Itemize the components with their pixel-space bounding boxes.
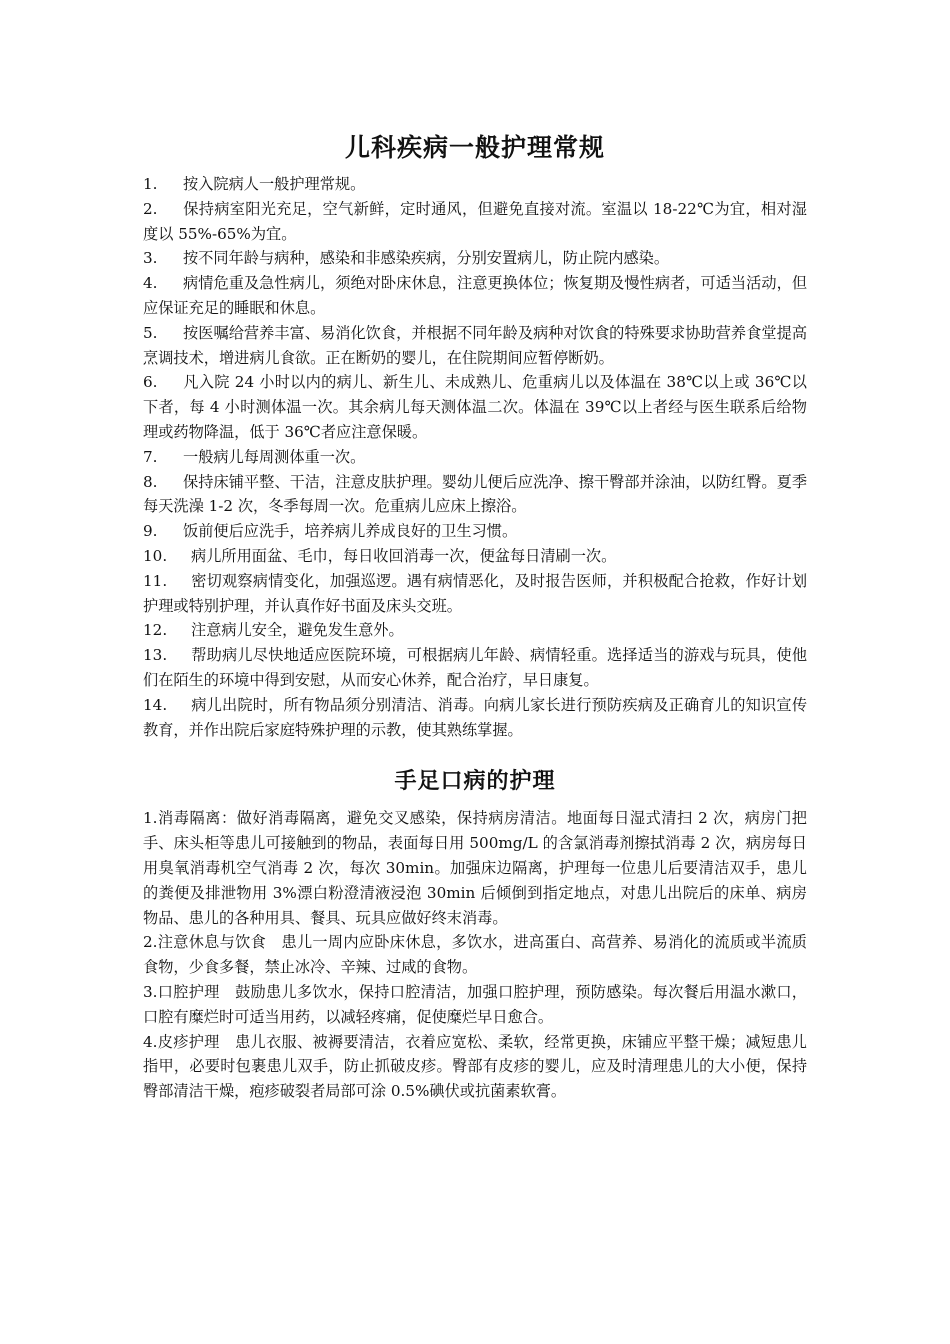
item-number: 9. bbox=[143, 522, 158, 541]
item-text: 注意病儿安全，避免发生意外。 bbox=[191, 621, 404, 640]
item-number: 13. bbox=[143, 646, 168, 665]
item-text: 病情危重及急性病儿，须绝对卧床休息，注意更换体位；恢复期及慢性病者，可适当活动，但应保证充足的睡眠和休息。 bbox=[143, 274, 807, 317]
item-text: 按医嘱给营养丰富、易消化饮食，并根据不同年龄及病种对饮食的特殊要求协助营养食堂提高烹调技术，增进病儿食欲。正在断奶的婴儿，在住院期间应暂停断奶。 bbox=[143, 323, 807, 367]
list-item bbox=[143, 519, 807, 544]
item-text: 按入院病人一般护理常规。 bbox=[183, 175, 366, 193]
item-number: 4. bbox=[143, 274, 158, 293]
list-item bbox=[143, 569, 807, 619]
item-text: 凡入院 24 小时以内的病儿、新生儿、未成熟儿、危重病儿以及体温在 38℃以上或 36℃以下者，每 4 小时测体温一次。其余病儿每天测体温二次。体温在 39℃以上者经与医生联系后给物理或药物降温，低于 36℃者应注意保暖。 bbox=[143, 373, 807, 441]
item-text: 帮助病儿尽快地适应医院环境，可根据病儿年龄、病情轻重。选择适当的游戏与玩具，使他们在陌生的环境中得到安慰，从而安心休养，配合治疗，早日康复。 bbox=[143, 646, 807, 689]
item-number: 14. bbox=[143, 695, 168, 714]
item-number: 6. bbox=[143, 373, 158, 392]
list-item: 3.口腔护理 鼓励患儿多饮水，保持口腔清洁，加强口腔护理，预防感染。每次餐后用温水漱口，口腔有糜烂时可适当用药，以减轻疼痛，促使糜烂早日愈合。 bbox=[143, 982, 807, 1026]
item-number: 11. bbox=[143, 571, 168, 590]
item-number: 5. bbox=[143, 323, 158, 342]
item-number: 10. bbox=[143, 546, 168, 565]
hfmd-care-list bbox=[143, 806, 807, 1104]
list-item bbox=[143, 618, 807, 643]
list-item bbox=[143, 172, 807, 197]
list-item bbox=[143, 370, 807, 444]
item-text: 一般病儿每周测体重一次。 bbox=[183, 447, 366, 466]
item-text: 保持病室阳光充足，空气新鲜，定时通风，但避免直接对流。室温以 18-22℃为宜，相对湿度以 55%-65%为宜。 bbox=[143, 199, 807, 243]
item-number: 8. bbox=[143, 472, 158, 491]
list-item bbox=[143, 470, 807, 520]
section-title-pediatric-care: 儿科疾病一般护理常规 bbox=[344, 133, 605, 162]
document-page bbox=[143, 128, 807, 1104]
item-text: 病儿所用面盆、毛巾，每日收回消毒一次，便盆每日清刷一次。 bbox=[191, 546, 617, 565]
pediatric-care-list bbox=[143, 172, 807, 742]
item-text: 密切观察病情变化，加强巡逻。遇有病情恶化，及时报告医师，并积极配合抢救，作好计划护理或特别护理，并认真作好书面及床头交班。 bbox=[143, 571, 807, 615]
list-item bbox=[143, 246, 807, 271]
list-item bbox=[143, 271, 807, 321]
item-text: 按不同年龄与病种，感染和非感染疾病，分别安置病儿，防止院内感染。 bbox=[183, 249, 669, 268]
item-text: 饭前便后应洗手，培养病儿养成良好的卫生习惯。 bbox=[183, 522, 518, 541]
item-number: 7. bbox=[143, 447, 158, 466]
item-number: 2. bbox=[143, 199, 158, 218]
list-item: 2.注意休息与饮食 患儿一周内应卧床休息，多饮水，进高蛋白、高营养、易消化的流质或半流质食物，少食多餐，禁止冰冷、辛辣、过咸的食物。 bbox=[143, 933, 807, 977]
list-item bbox=[143, 321, 807, 371]
section-title-hfmd-care: 手足口病的护理 bbox=[394, 769, 556, 795]
item-number: 1. bbox=[143, 175, 158, 193]
list-item: 1.消毒隔离：做好消毒隔离，避免交叉感染，保持病房清洁。地面每日湿式清扫 2 次，病房门把手、床头柜等患儿可接触到的物品，表面每日用 500mg/L 的含氯消毒剂擦拭消毒 2 次，病房每日用臭氧消毒机空气消毒 2 次，每次 30min。加强床边隔离，护理每一位患儿后要清洁双手，患儿的粪便及排泄物用 3%漂白粉澄清液浸泡 30min 后倾倒到指定地点，对患儿出院后的床单、病房物品、患儿的各种用具、餐具、玩具应做好终末消毒。 bbox=[143, 809, 807, 927]
list-item: 4.皮疹护理 患儿衣服、被褥要清洁，衣着应宽松、柔软，经常更换，床铺应平整干燥；减短患儿指甲，必要时包裹患儿双手，防止抓破皮疹。臀部有皮疹的婴儿，应及时清理患儿的大小便，保持臀部清洁干燥，疱疹破裂者局部可涂 0.5%碘伏或抗菌素软膏。 bbox=[143, 1032, 807, 1101]
list-item bbox=[143, 445, 807, 470]
item-text: 病儿出院时，所有物品须分别清洁、消毒。向病儿家长进行预防疾病及正确育儿的知识宣传教育，并作出院后家庭特殊护理的示教，使其熟练掌握。 bbox=[143, 695, 807, 739]
list-item bbox=[143, 544, 807, 569]
item-text: 保持床铺平整、干洁，注意皮肤护理。婴幼儿便后应洗净、擦干臀部并涂油，以防红臀。夏季每天洗澡 1-2 次，冬季每周一次。危重病儿应床上擦浴。 bbox=[143, 472, 807, 516]
item-number: 3. bbox=[143, 249, 158, 268]
list-item bbox=[143, 643, 807, 693]
item-number: 12. bbox=[143, 621, 168, 640]
list-item bbox=[143, 693, 807, 743]
list-item bbox=[143, 197, 807, 247]
